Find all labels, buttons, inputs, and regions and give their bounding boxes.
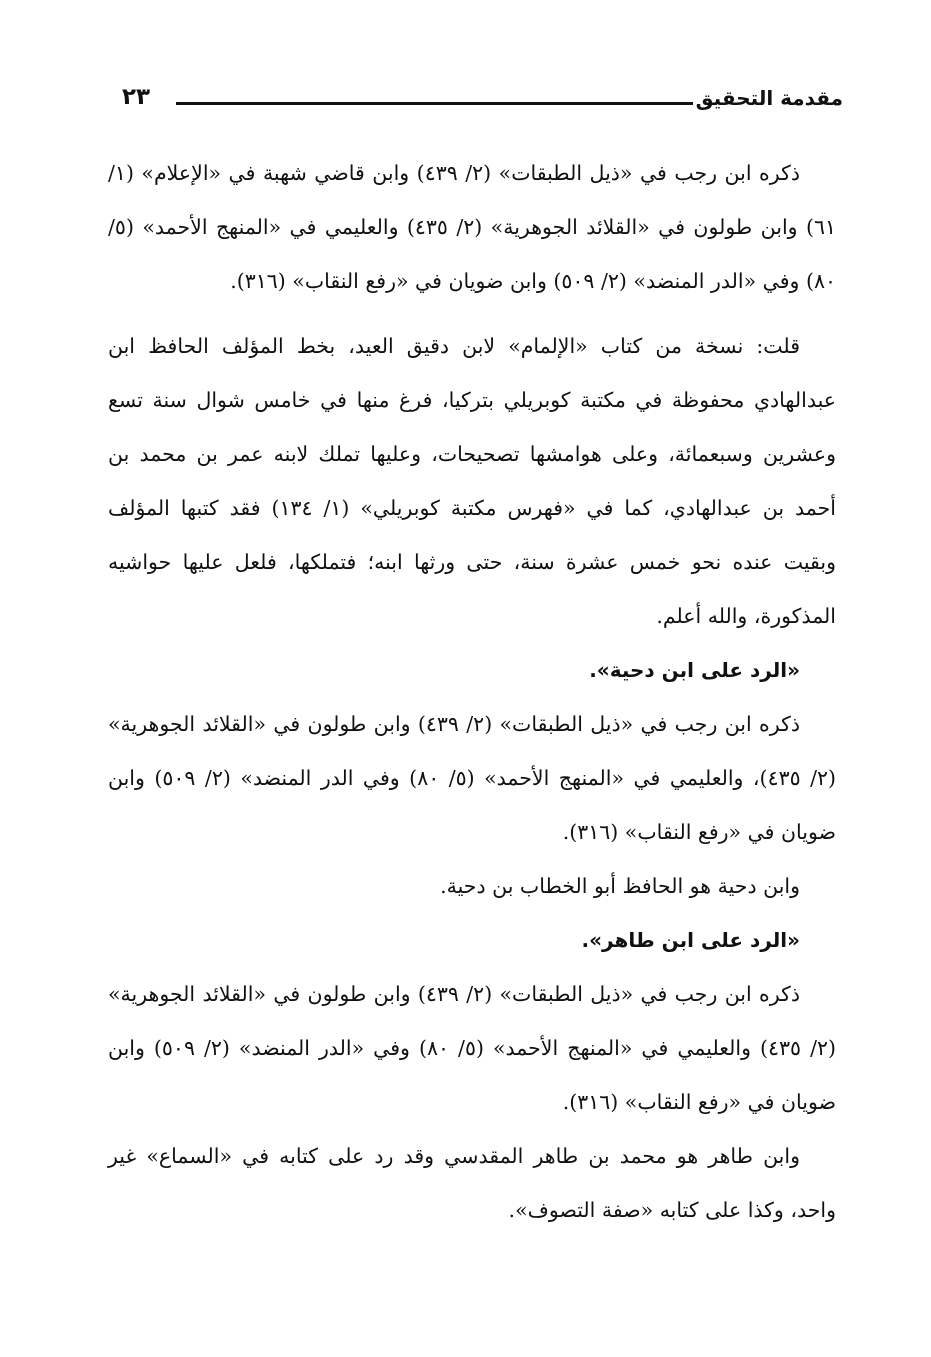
paragraph-sources-1: ذكره ابن رجب في «ذيل الطبقات» (٢/ ٤٣٩) وابن قاضي شهبة في «الإعلام» (١/ ٦١) وابن طولون في «القلائد الجوهرية» (٢/ ٤٣٥) والعليمي في «المنهج الأحمد» (٥/ ٨٠) وفي «الدر المنضد» (٢/ ٥٠٩) وابن ضويان في «رفع النقاب» (٣١٦). (108, 161, 836, 293)
body-text (108, 146, 836, 1237)
section-heading-ibn-tahir: «الرد على ابن طاهر». (581, 928, 800, 952)
paragraph-manuscript-note: قلت: نسخة من كتاب «الإلمام» لابن دقيق العيد، بخط المؤلف الحافظ ابن عبدالهادي محفوظة في مكتبة كوبريلي بتركيا، فرغ منها في خامس شوال سنة تسع وعشرين وسبعمائة، وعلى هوامشها تصحيحات، وعليها تملك لابنه عمر بن محمد بن أحمد بن عبدالهادي، كما في «فهرس مكتبة كوبريلي» (١/ ١٣٤) فقد كتبها المؤلف وبقيت عنده نحو خمس عشرة سنة، حتى ورثها ابنه؛ فتملكها، فلعل عليها حواشيه المذكورة، والله أعلم. (108, 334, 836, 628)
paragraph-ibn-dihya-note: وابن دحية هو الحافظ أبو الخطاب بن دحية. (440, 874, 800, 898)
running-header (108, 82, 843, 122)
header-title: مقدمة التحقيق (695, 86, 843, 110)
paragraph-sources-3: ذكره ابن رجب في «ذيل الطبقات» (٢/ ٤٣٩) وابن طولون في «القلائد الجوهرية» (٢/ ٤٣٥) والعليمي في «المنهج الأحمد» (٥/ ٨٠) وفي «الدر المنضد» (٢/ ٥٠٩) وابن ضويان في «رفع النقاب» (٣١٦). (108, 982, 836, 1114)
paragraph-ibn-tahir-note: وابن طاهر هو محمد بن طاهر المقدسي وقد رد على كتابه في «السماع» غير واحد، وكذا على كتابه «صفة التصوف». (108, 1144, 836, 1222)
page-number: ٢٣ (122, 84, 151, 110)
section-heading-ibn-dihya: «الرد على ابن دحية». (589, 658, 800, 682)
paragraph-sources-2: ذكره ابن رجب في «ذيل الطبقات» (٢/ ٤٣٩) وابن طولون في «القلائد الجوهرية» (٢/ ٤٣٥)، والعليمي في «المنهج الأحمد» (٥/ ٨٠) وفي الدر المنضد» (٢/ ٥٠٩) وابن ضويان في «رفع النقاب» (٣١٦). (108, 712, 837, 844)
header-rule (176, 102, 693, 105)
